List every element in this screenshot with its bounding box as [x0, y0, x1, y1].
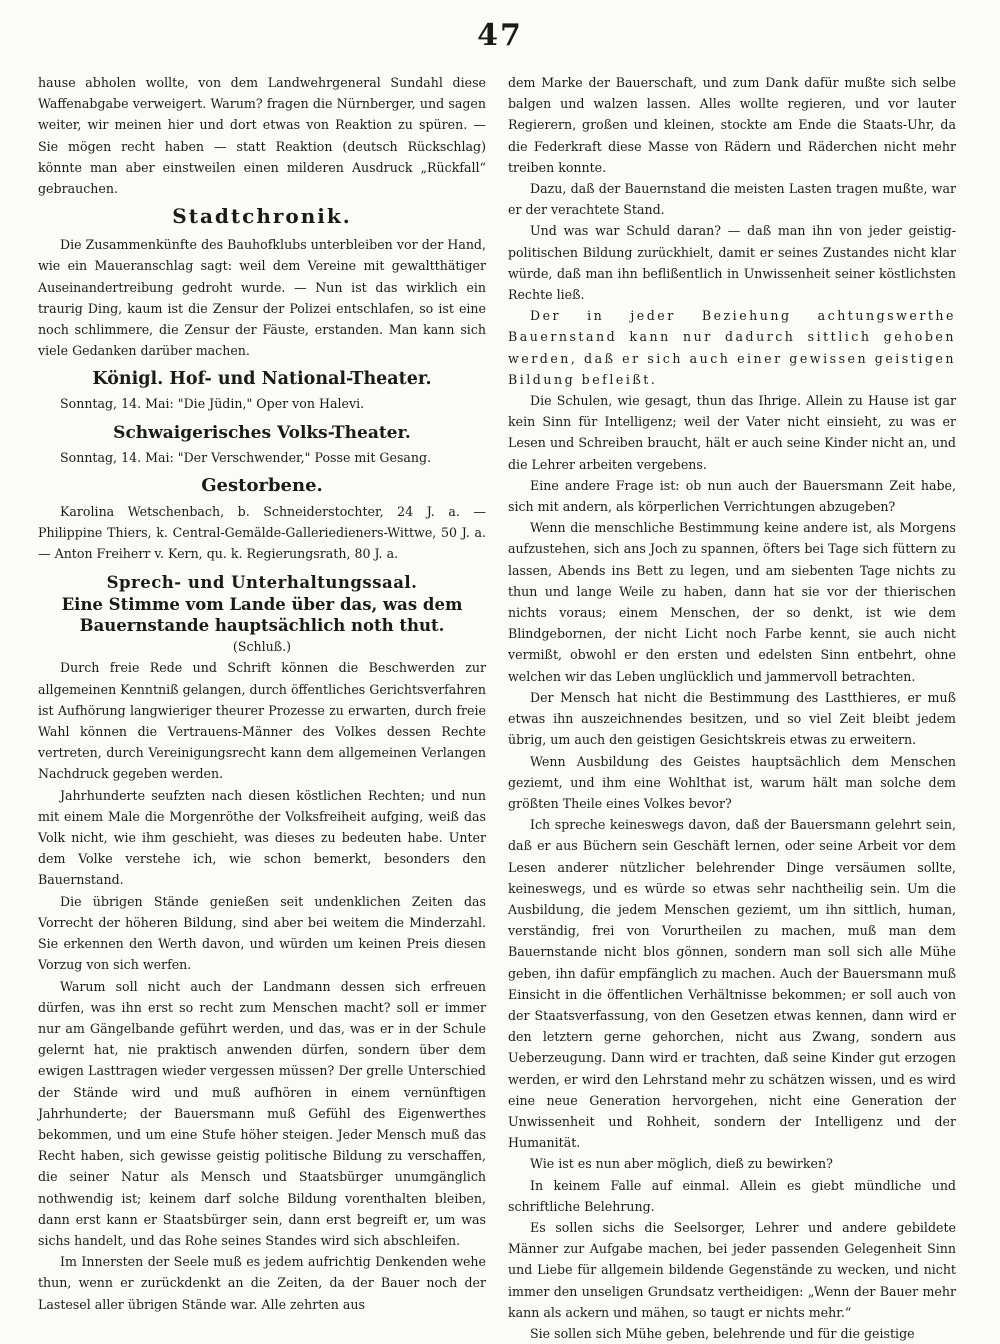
article-paragraph: Jahrhunderte seufzten nach diesen köstlichen Rechten; und nun mit einem Male die Morgenröthe der Volksfreiheit aufging, weiß das Volk nicht, wie ihm geschieht, was dieses zu bedeuten habe. Unter dem Volke verstehe ich, wie schon bemerkt, besonders den Bauernstand. [38, 787, 486, 888]
article-paragraph: Die übrigen Stände genießen seit undenklichen Zeiten das Vorrecht der höheren Bildung, sind aber bei weitem die Minderzahl. Sie erkennen den Werth davon, und würden um keinen Preis diesen Vorzug von sich werfen. [38, 893, 486, 973]
article-paragraph: Und was war Schuld daran? — daß man ihn von jeder geistig-politischen Bildung zurückhielt, damit er seines Zustandes nicht klar würde, daß man ihn beflißentlich in Unwissenheit seiner köstlichsten Rechte ließ. [508, 223, 956, 303]
article-paragraph: Wenn Ausbildung des Geistes hauptsächlich dem Menschen geziemt, und ihm eine Wohlthat ist, warum hält man solche dem größten Theile eines Volkes bevor? [508, 753, 956, 811]
hoftheater-text: Sonntag, 14. Mai: "Die Jüdin," Oper von Halevi. [60, 396, 365, 412]
article-paragraph: Die Schulen, wie gesagt, thun das Ihrige. Allein zu Hause ist gar kein Sinn für Intelligenz; weil der Vater nicht einsieht, zu was er Lesen und Schreiben braucht, hält er auch seine Kinder nicht an, und die Lehrer arbeiten vergebens. [508, 393, 956, 472]
schluss-note: (Schluß.) [232, 639, 292, 655]
emphasized-paragraph: Der in jeder Beziehung achtungswerthe Bauernstand kann nur dadurch sittlich gehoben werden, daß er sich auch einer gewissen geistigen Bildung befleißt. [508, 308, 956, 387]
article-paragraph: Warum soll nicht auch der Landmann dessen sich erfreuen dürfen, was ihn erst so recht zum Menschen macht? soll er immer nur am Gängelbande geführt werden, und das, was er in der Schule gelernt hat, nie praktisch anwenden dürfen, sondern über dem ewigen Lasttragen wieder vergessen müssen? Der grelle Unterschied der Stände wird und muß aufhören in einem vernünftigen Jahrhunderte; der Bauersmann muß Gefühl des Eigenwerthes bekommen, und um eine Stufe höher steigen. Jeder Mensch muß das Recht haben, sich gewisse geistig politische Bildung zu verschaffen, die seiner Natur als Mensch und Staatsbürger unumgänglich nothwendig ist; keinem darf solche Bildung vorenthalten bleiben, dann erst kann er Staatsbürger sein, dann erst begreift er, um was sichs handelt, und das Rohe seines Standes wird sich abschleifen. [38, 978, 486, 1248]
article-paragraph: Durch freie Rede und Schrift können die Beschwerden zur allgemeinen Kenntniß gelangen, durch öffentliches Gerichtsverfahren ist Aufhörung langwieriger theurer Prozesse zu erwarten, durch freie Wahl können die Vertrauens-Männer des Volkes dessen Rechte vertreten, durch Vereinigungsrecht kann dem allgemeinen Verlangen Nachdruck gegeben werden. [38, 660, 486, 782]
article-paragraph: Wie ist es nun aber möglich, dieß zu bewirken? [530, 1156, 833, 1172]
article-paragraph: Ich spreche keineswegs davon, daß der Bauersmann gelehrt sein, daß er aus Büchern sein Geschäft lernen, oder seine Arbeit vor dem Lesen anderer nützlicher belehrender Dinge versäumen sollte, keineswegs, und es würde so etwas sehr nachtheilig sein. Um die Ausbildung, die jedem Menschen geziemt, um ihn sittlich, human, verständig, frei von Vorurtheilen zu machen, muß man dem Bauernstande nicht blos gönnen, sondern man soll sich alle Mühe geben, ihn dafür empfänglich zu machen. Auch der Bauersmann muß Einsicht in die öffentlichen Verhältnisse bekommen; er soll auch von der Staatsverfassung, von den Gesetzen etwas kennen, dann wird er den letztern gerne gehorchen, nicht aus Zwang, sondern aus Ueberzeugung. Dann wird er trachten, daß seine Kinder gut erzogen werden, er wird den Lehrstand mehr zu schätzen wissen, und es wird eine neue Generation hervorgehen, nicht eine Generation der Unwissenheit und Rohheit, sondern der Intelligenz und der Humanität. [508, 817, 956, 1151]
stadtchronik-text: Die Zusammenkünfte des Bauhofklubs unterbleiben vor der Hand, wie ein Maueranschlag sagt: weil dem Vereine mit gewaltthätiger Auseinandertreibung gedroht wurde. — Nun ist das wirklich ein traurig Ding, kaum ist die Zensur der Polizei entschlafen, so ist eine noch schlimmere, die Zensur der Fäuste, erstanden. Man kann sich viele Gedanken darüber machen. [38, 237, 486, 359]
page-number: 47 [477, 18, 523, 53]
article-paragraph: Dazu, daß der Bauernstand die meisten Lasten tragen mußte, war er der verachtete Stand. [508, 181, 956, 218]
article-paragraph: Eine andere Frage ist: ob nun auch der Bauersmann Zeit habe, sich mit andern, als körperlichen Verrichtungen abzugeben? [508, 477, 956, 515]
right-column [508, 72, 956, 1344]
volkstheater-heading: Schwaigerisches Volks-Theater. [113, 422, 411, 443]
hoftheater-heading: Königl. Hof- und National-Theater. [92, 369, 432, 390]
article-paragraph: Es sollen sichs die Seelsorger, Lehrer und andere gebildete Männer zur Aufgabe machen, bei jeder passenden Gelegenheit Sinn und Liebe für allgemein bildende Gegenstände zu wecken, und nicht immer den unseligen Grundsatz vertheidigen: „Wenn der Bauer mehr kann als ackern und mähen, so taugt er nichts mehr.“ [508, 1219, 956, 1320]
volkstheater-text: Sonntag, 14. Mai: "Der Verschwender," Posse mit Gesang. [60, 449, 432, 465]
stadtchronik-heading: Stadtchronik. [172, 204, 352, 229]
article-paragraph: In keinem Falle auf einmal. Allein es giebt mündliche und schriftliche Belehrung. [508, 1177, 956, 1214]
article-title: Eine Stimme vom Lande über das, was dem Bauernstande hauptsächlich noth thut. [61, 595, 463, 636]
intro-paragraph: hause abholen wollte, von dem Landwehrgeneral Sundahl diese Waffenabgabe verweigert. Warum? fragen die Nürnberger, und sagen weiter, wir meinen hier und dort etwas von Reaktion zu spüren. — Sie mögen recht haben — statt Reaktion (deutsch Rückschlag) könnte man aber einstweilen einen milderen Ausdruck „Rückfall“ gebrauchen. [38, 75, 486, 197]
article-paragraph: Im Innersten der Seele muß es jedem aufrichtig Denkenden wehe thun, wenn er zurückdenkt an die Zeiten, da der Bauer noch der Lastesel aller übrigen Stände war. Alle zehrten aus [38, 1254, 486, 1312]
saal-heading: Sprech- und Unterhaltungssaal. [106, 573, 418, 593]
article-paragraph: Sie sollen sich Mühe geben, belehrende und für die geistige [530, 1325, 915, 1341]
left-column [38, 72, 486, 1315]
gestorbene-heading: Gestorbene. [201, 474, 323, 496]
article-paragraph: Wenn die menschliche Bestimmung keine andere ist, als Morgens aufzustehen, sich ans Joch zu spannen, öfters bei Tage sich füttern zu lassen, Abends ins Bett zu legen, und am siebenten Tage nichts zu thun und lange Weile zu haben, dann hat sie vor der thierischen nichts voraus; einem Menschen, der so denkt, ist wie dem Blindgebornen, der nicht Licht noch Farbe kennt, sie auch nicht vermißt, obwohl er den ersten und edelsten Sinn entbehrt, ohne welchen wir das Leben unglücklich und jammervoll betrachten. [508, 520, 956, 684]
article-paragraph: dem Marke der Bauerschaft, und zum Dank dafür mußte sich selbe balgen und walzen lassen. Alles wollte regieren, und vor lauter Regierern, großen und kleinen, stockte am Ende die Staats-Uhr, da die Federkraft diese Masse von Rädern und Räderchen nicht mehr treiben konnte. [508, 75, 956, 175]
article-paragraph: Der Mensch hat nicht die Bestimmung des Lastthieres, er muß etwas ihn auszeichnendes besitzen, und so viel Zeit bleibt jedem übrig, um auch den geistigen Gesichtskreis etwas zu erweitern. [508, 689, 956, 748]
gestorbene-text: Karolina Wetschenbach, b. Schneiderstochter, 24 J. a. — Philippine Thiers, k. Central-Gemälde-Galleriedieners-Wittwe, 50 J. a. — Anton Freiherr v. Kern, qu. k. Regierungsrath, 80 J. a. [38, 503, 486, 562]
